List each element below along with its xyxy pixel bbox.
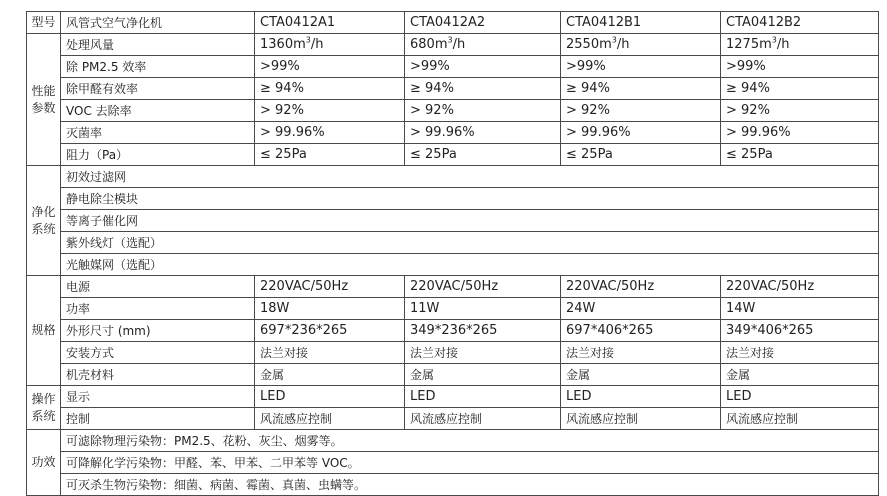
value-cell: 349*236*265 [405,320,561,342]
value-cell: 349*406*265 [721,320,879,342]
value-cell: 220VAC/50Hz [255,276,405,298]
value-cell: > 92% [561,100,721,122]
header-row [27,12,879,34]
row-label: 除 PM2.5 效率 [61,56,255,78]
value-cell: 金属 [405,364,561,386]
row-label: 功率 [61,298,255,320]
purification-item: 紫外线灯（选配） [61,232,879,254]
value-cell: ≤ 25Pa [561,144,721,166]
table-row [27,210,879,232]
row-label: 处理风量 [61,34,255,56]
value-cell: 18W [255,298,405,320]
value-cell: >99% [405,56,561,78]
table-row [27,320,879,342]
header-product: 风管式空气净化机 [61,12,255,34]
value-cell: ≥ 94% [405,78,561,100]
row-label: 电源 [61,276,255,298]
value-cell: 220VAC/50Hz [561,276,721,298]
value-cell: 697*406*265 [561,320,721,342]
function-item: 可滤除物理污染物：PM2.5、花粉、灰尘、烟雾等。 [61,430,879,452]
airflow-cell: $1275m^3/h$ [721,34,879,56]
value-cell: >99% [561,56,721,78]
table-row [27,276,879,298]
value-cell: LED [255,386,405,408]
category-purification: 净化系统 [27,166,61,276]
header-model: CTA0412B2 [721,12,879,34]
value-cell: > 92% [721,100,879,122]
category-operation: 操作系统 [27,386,61,430]
row-label: 阻力（Pa） [61,144,255,166]
category-performance: 性能参数 [27,34,61,166]
value-cell: 220VAC/50Hz [405,276,561,298]
table-row [27,452,879,474]
value-cell: > 99.96% [405,122,561,144]
purification-item: 光触媒网（选配） [61,254,879,276]
function-item: 可灭杀生物污染物：细菌、病菌、霉菌、真菌、虫螨等。 [61,474,879,496]
value-cell: 法兰对接 [255,342,405,364]
value-cell: 金属 [721,364,879,386]
value-cell: 11W [405,298,561,320]
value-cell: 风流感应控制 [255,408,405,430]
row-label: 灭菌率 [61,122,255,144]
purification-item: 等离子催化网 [61,210,879,232]
row-label: 除甲醛有效率 [61,78,255,100]
row-label: 外形尺寸 (mm) [61,320,255,342]
value-cell: > 99.96% [561,122,721,144]
header-category: 型号 [27,12,61,34]
airflow-cell: $1360m^3/h$ [255,34,405,56]
value-cell: > 99.96% [255,122,405,144]
airflow-cell: $2550m^3/h$ [561,34,721,56]
value-cell: 金属 [255,364,405,386]
airflow-cell: $680m^3/h$ [405,34,561,56]
table-row [27,100,879,122]
value-cell: > 99.96% [721,122,879,144]
value-cell: ≥ 94% [561,78,721,100]
table-row [27,78,879,100]
header-model: CTA0412A1 [255,12,405,34]
value-cell: ≤ 25Pa [721,144,879,166]
table-row [27,122,879,144]
table-row [27,386,879,408]
value-cell: LED [721,386,879,408]
value-cell: ≥ 94% [721,78,879,100]
table-row [27,342,879,364]
value-cell: 220VAC/50Hz [721,276,879,298]
category-function: 功效 [27,430,61,496]
table-row [27,34,879,56]
table-row [27,232,879,254]
header-model: CTA0412B1 [561,12,721,34]
function-item: 可降解化学污染物：甲醛、苯、甲苯、二甲苯等 VOC。 [61,452,879,474]
table-row [27,364,879,386]
value-cell: 风流感应控制 [405,408,561,430]
value-cell: 风流感应控制 [721,408,879,430]
row-label: 显示 [61,386,255,408]
table-row [27,144,879,166]
spec-table [26,11,879,496]
row-label: 安装方式 [61,342,255,364]
value-cell: LED [405,386,561,408]
purification-item: 静电除尘模块 [61,188,879,210]
value-cell: >99% [721,56,879,78]
value-cell: 法兰对接 [561,342,721,364]
value-cell: LED [561,386,721,408]
table-row [27,166,879,188]
value-cell: 24W [561,298,721,320]
value-cell: 风流感应控制 [561,408,721,430]
value-cell: ≤ 25Pa [405,144,561,166]
table-row [27,408,879,430]
value-cell: > 92% [255,100,405,122]
table-row [27,188,879,210]
value-cell: 法兰对接 [721,342,879,364]
table-row [27,298,879,320]
table-row [27,474,879,496]
value-cell: >99% [255,56,405,78]
table-row [27,56,879,78]
value-cell: 14W [721,298,879,320]
value-cell: ≥ 94% [255,78,405,100]
category-specs: 规格 [27,276,61,386]
value-cell: > 92% [405,100,561,122]
value-cell: 金属 [561,364,721,386]
value-cell: 法兰对接 [405,342,561,364]
row-label: 机壳材料 [61,364,255,386]
table-row [27,254,879,276]
row-label: 控制 [61,408,255,430]
row-label: VOC 去除率 [61,100,255,122]
header-model: CTA0412A2 [405,12,561,34]
value-cell: 697*236*265 [255,320,405,342]
value-cell: ≤ 25Pa [255,144,405,166]
table-row [27,430,879,452]
purification-item: 初效过滤网 [61,166,879,188]
